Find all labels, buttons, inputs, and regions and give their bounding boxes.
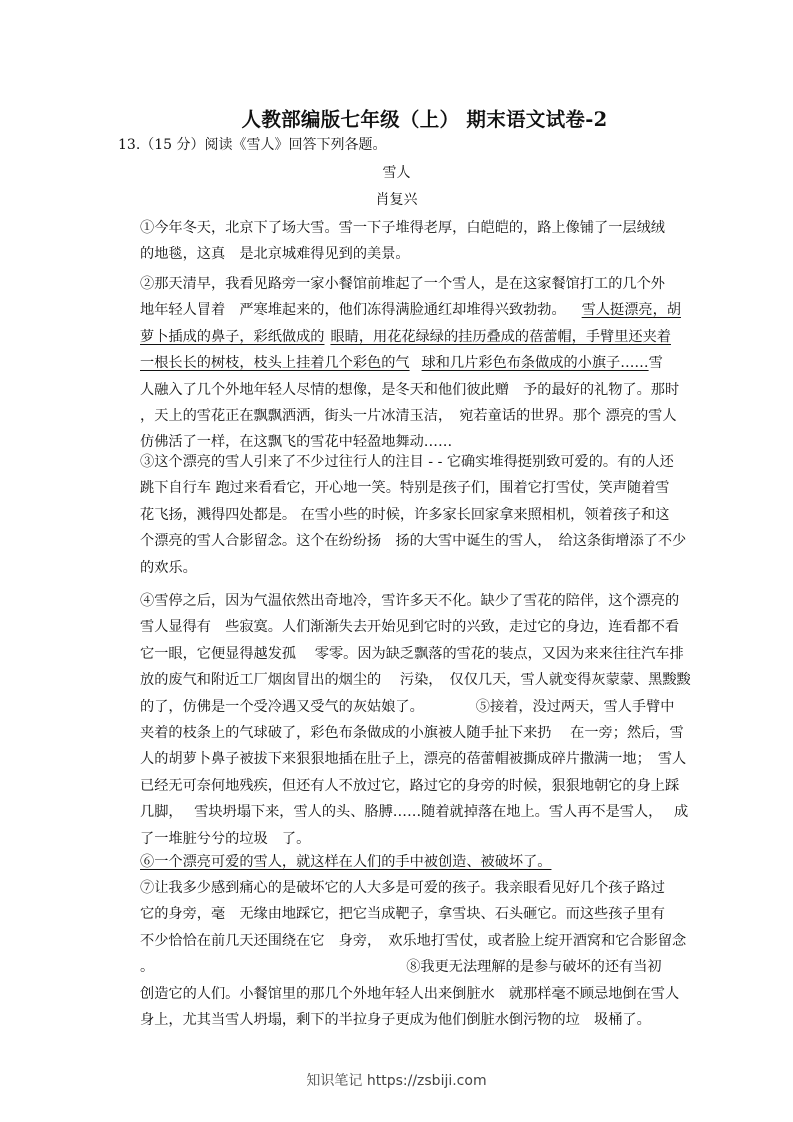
text-line: 夹着的枝条上的气球破了，彩色布条做成的小旗被人随手扯下来扔 在一旁；然后，雪 — [140, 724, 684, 741]
text-line: 跳下自行车 跑过来看看它，开心地一笑。特别是孩子们，围着它打雪仗，笑声随着雪 — [140, 480, 670, 497]
text-segment: ⑤接着，没过两天，雪人手臂中 — [475, 698, 675, 715]
paragraph-3 — [140, 449, 687, 581]
underlined-text: 球和几片彩色布条做成的小旗子…… — [421, 355, 649, 372]
text-line: 了一堆脏兮兮的垃圾 了。 — [140, 830, 311, 847]
underlined-text: 雪人挺漂亮，胡 — [581, 302, 681, 319]
footer-watermark: 知识笔记 https://zsbiji.com — [306, 1073, 487, 1089]
text-line: 花飞扬，溅得四处都是。 在雪小些的时候，许多家长回家拿来照相机，领着孩子和这 — [140, 506, 670, 523]
paragraph-7 — [140, 875, 687, 1033]
underlined-text: 眼睛，用花花绿绿的挂历叠成的蓓蕾帽，手臂里还夹着 — [330, 328, 671, 345]
text-line: 已经无可奈何地残疾，但还有人不放过它，路过它的身旁的时候，狠狠地朝它的身上踩 — [140, 777, 680, 794]
paragraph-2 — [140, 271, 681, 456]
underlined-text: ⑥一个漂亮可爱的雪人，就这样在人们的手中被创造、被破坏了。 — [140, 854, 552, 870]
article-title: 雪人 — [382, 165, 411, 181]
text-line: 人融入了几个外地年轻人尽情的想像，是冬天和他们彼此赠 予的最好的礼物了。那时 — [140, 381, 680, 398]
text-line — [140, 350, 663, 376]
text-line: 不少恰恰在前几天还围绕在它 身旁， 欢乐地打雪仗，或者脸上绽开酒窝和它合影留念 — [140, 932, 687, 949]
article-author: 肖复兴 — [375, 192, 418, 208]
text-line: 它一眼，它便显得越发孤 零零。因为缺乏飘落的雪花的装点，又因为来来往往汽车排 — [140, 645, 684, 662]
underlined-text: 一根长长的树枝，枝头上挂着几个彩色的气 — [140, 355, 410, 372]
text-line: 雪人显得有 些寂寞。人们渐渐失去开始见到它时的兴致，走过它的身边，连看都不看 — [140, 619, 680, 636]
text-line: 身上，尤其当雪人坍塌，剩下的半拉身子更成为他们倒脏水倒污物的垃 圾桶了。 — [140, 1011, 651, 1028]
paragraph-6 — [140, 849, 660, 875]
text-line: 的地毯，这真 是北京城难得见到的美景。 — [140, 246, 410, 263]
text-segment: 地年轻人冒着 严寒堆起来的，他们冻得满脸通红却堆得兴致勃勃。 — [140, 302, 566, 319]
text-line: 几脚， 雪块坍塌下来，雪人的头、胳膊……随着就掉落在地上。雪人再不是雪人， 成 — [140, 804, 689, 821]
text-line: ，天上的雪花正在飘飘洒洒，街头一片冰清玉洁， 宛若童话的世界。那个 漂亮的雪人 — [140, 407, 677, 424]
underlined-text: 萝卜插成的鼻子，彩纸做成的 — [140, 328, 325, 345]
text-line: ③这个漂亮的雪人引来了不少过往行人的注目 - - 它确实堆得挺别致可爱的。有的人还 — [140, 454, 674, 470]
text-line — [140, 297, 681, 323]
text-line: ②那天清早，我看见路旁一家小餐馆前堆起了一个雪人，是在这家餐馆打工的几个外 — [140, 276, 665, 292]
text-line: 创造它的人们。小餐馆里的那几个外地年轻人出来倒脏水 就那样毫不顾忌地倒在雪人 — [140, 985, 680, 1002]
text-line: 它的身旁，毫 无缘由地踩它，把它当成靶子，拿雪块、石头砸它。而这些孩子里有 — [140, 906, 665, 923]
text-line: 个漂亮的雪人合影留念。这个在纷纷扬 扬的大雪中诞生的雪人， 给这条街增添了不少 — [140, 533, 687, 550]
text-line: 放的废气和附近工厂烟囱冒出的烟尘的 污染， 仅仅几天，雪人就变得灰蒙蒙、黑黢黢 — [140, 672, 691, 689]
question-prompt: 13.（15 分）阅读《雪人》回答下列各题。 — [118, 137, 387, 153]
text-line: ①今年冬天，北京下了场大雪。雪一下子堆得老厚，白皑皑的，路上像铺了一层绒绒 — [140, 220, 665, 236]
text-segment: 。 — [140, 959, 155, 976]
text-segment: 雪 — [648, 355, 663, 372]
text-line: 仿佛活了一样，在这飘飞的雪花中轻盈地舞动…… — [140, 434, 453, 451]
text-line — [140, 694, 675, 720]
text-line: 人的胡萝卜鼻子被拔下来狠狠地插在肚子上，漂亮的蓓蕾帽被撕成碎片撒满一地； 雪人 — [140, 751, 687, 768]
paragraph-4 — [140, 588, 691, 852]
paragraph-1 — [140, 215, 665, 268]
text-line: 的欢乐。 — [140, 559, 197, 576]
text-line: ④雪停之后，因为气温依然出奇地冷，雪许多天不化。缺少了雪花的陪伴，这个漂亮的 — [140, 593, 680, 609]
text-line — [140, 954, 660, 980]
text-line — [140, 324, 671, 350]
text-line: ⑦让我多少感到痛心的是破坏它的人大多是可爱的孩子。我亲眼看见好几个孩子路过 — [140, 880, 665, 896]
page-title: 人教部编版七年级（上） 期末语文试卷-2 — [241, 108, 608, 131]
text-segment: ⑧我更无法理解的是参与破坏的还有当初 — [406, 959, 662, 976]
text-segment: 的了，仿佛是一个受冷遇又受气的灰姑娘了。 — [140, 698, 424, 715]
